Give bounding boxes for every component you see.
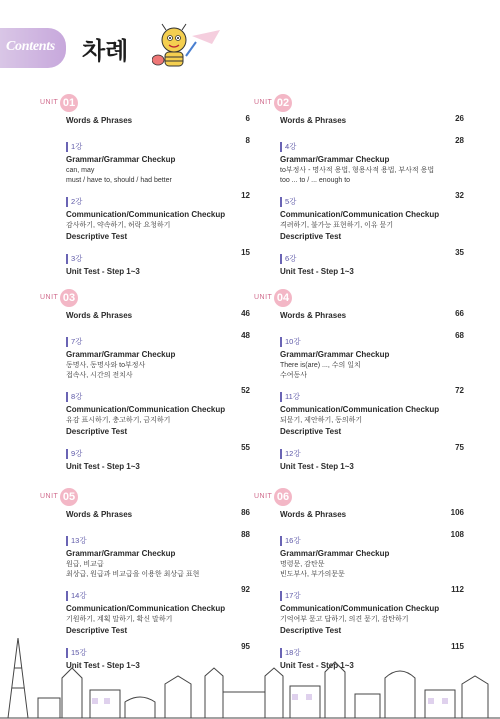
- lesson-topic: 원급, 비교급: [66, 561, 104, 568]
- lesson-topic: too ... to / ... enough to: [280, 177, 351, 184]
- lesson-topic: 감사하기, 약속하기, 허락 요청하기: [66, 222, 171, 229]
- words-phrases-row[interactable]: [66, 114, 250, 136]
- page-number: 86: [241, 508, 250, 517]
- unit-header: [40, 289, 100, 309]
- lesson-title: Communication/Communication Checkup: [280, 604, 440, 613]
- mascot-illustration: [152, 22, 222, 70]
- words-phrases-row[interactable]: [280, 508, 464, 530]
- page-number: 28: [455, 136, 464, 145]
- lesson-title: Communication/Communication Checkup: [66, 604, 226, 613]
- page-number: 66: [455, 309, 464, 318]
- lesson-number: 5강: [280, 197, 296, 207]
- descriptive-test-label: Descriptive Test: [66, 626, 128, 635]
- lesson-number: 16강: [280, 536, 301, 546]
- unit-entries: [66, 114, 250, 283]
- lesson-number: 18강: [280, 648, 301, 658]
- unit-word: UNIT: [40, 493, 59, 500]
- page-number: 68: [455, 331, 464, 340]
- lesson-number: 12강: [280, 449, 301, 459]
- page-number: 52: [241, 386, 250, 395]
- page-number: 115: [451, 642, 464, 651]
- page-number: 15: [241, 248, 250, 257]
- lesson-title: Unit Test - Step 1~3: [66, 462, 140, 471]
- unit-header: [254, 488, 314, 508]
- lesson-topic: 유감 표시하기, 충고하기, 금지하기: [66, 417, 171, 424]
- lesson-number: 8강: [66, 392, 82, 402]
- page-number: 12: [241, 191, 250, 200]
- page-number: 26: [455, 114, 464, 123]
- page-number: 95: [241, 642, 250, 651]
- unit-header: [40, 488, 100, 508]
- lesson-number: 13강: [66, 536, 87, 546]
- lesson-topic: 빈도부사, 부가의문문: [280, 571, 345, 578]
- lesson-title: Grammar/Grammar Checkup: [66, 549, 176, 558]
- lesson-number: 3강: [66, 254, 82, 264]
- city-skyline-illustration: [0, 628, 500, 719]
- unit-entries: [280, 309, 464, 478]
- unit-word: UNIT: [254, 493, 273, 500]
- lesson-number: 10강: [280, 337, 301, 347]
- page-number: 92: [241, 585, 250, 594]
- lesson-title: Grammar/Grammar Checkup: [280, 155, 390, 164]
- lesson-entry[interactable]: [280, 386, 464, 438]
- lesson-topic: 명령문, 감탄문: [280, 561, 325, 568]
- lesson-title: Grammar/Grammar Checkup: [280, 350, 390, 359]
- lesson-number: 17강: [280, 591, 301, 601]
- lesson-topic: can, may: [66, 167, 95, 174]
- lesson-number: 15강: [66, 648, 87, 658]
- unit-header: [254, 289, 314, 309]
- page-number: 108: [450, 530, 464, 539]
- lesson-title: Communication/Communication Checkup: [66, 405, 226, 414]
- unit-number-badge: 01: [60, 94, 78, 112]
- words-phrases-label: Words & Phrases: [280, 116, 347, 125]
- lesson-title: Unit Test - Step 1~3: [280, 267, 354, 276]
- lesson-entry[interactable]: [280, 136, 464, 186]
- words-phrases-label: Words & Phrases: [66, 510, 133, 519]
- lesson-entry[interactable]: [280, 443, 464, 473]
- page-number: 55: [241, 443, 250, 452]
- lesson-topic: 최상급, 원급과 비교급을 이용한 최상급 표현: [66, 571, 200, 578]
- lesson-number: 2강: [66, 197, 82, 207]
- lesson-title: Communication/Communication Checkup: [280, 210, 440, 219]
- descriptive-test-label: Descriptive Test: [280, 626, 342, 635]
- lesson-number: 1강: [66, 142, 82, 152]
- lesson-topic: 되묻기, 제안하기, 동의하기: [280, 417, 363, 424]
- words-phrases-row[interactable]: [280, 309, 464, 331]
- page-number: 32: [455, 191, 464, 200]
- unit-entries: [280, 114, 464, 283]
- page-title: 차례: [82, 37, 129, 65]
- page-number: 88: [241, 530, 250, 539]
- page-number: 6: [245, 114, 250, 123]
- lesson-entry[interactable]: [280, 530, 464, 580]
- lesson-topic: 접속사, 시간의 전치사: [66, 372, 133, 379]
- lesson-entry[interactable]: [280, 191, 464, 243]
- lesson-topic: must / have to, should / had better: [66, 177, 172, 184]
- page-number: 112: [451, 585, 464, 594]
- unit-number-badge: 04: [274, 289, 292, 307]
- lesson-number: 7강: [66, 337, 82, 347]
- lesson-number: 11강: [280, 392, 300, 402]
- lesson-topic: There is(are) ..., 수의 일치: [280, 362, 361, 369]
- lesson-entry[interactable]: [66, 136, 250, 186]
- unit-header: [40, 94, 100, 114]
- descriptive-test-label: Descriptive Test: [66, 232, 128, 241]
- lesson-entry[interactable]: [66, 386, 250, 438]
- words-phrases-row[interactable]: [66, 508, 250, 530]
- lesson-number: 6강: [280, 254, 296, 264]
- unit-number-badge: 03: [60, 289, 78, 307]
- lesson-entry[interactable]: [66, 248, 250, 278]
- lesson-entry[interactable]: [280, 248, 464, 278]
- lesson-entry[interactable]: [66, 530, 250, 580]
- lesson-title: Unit Test - Step 1~3: [66, 267, 140, 276]
- lesson-title: Unit Test - Step 1~3: [280, 661, 354, 670]
- contents-tab-label: Contents: [6, 39, 55, 54]
- lesson-number: 9강: [66, 449, 82, 459]
- page-number: 35: [455, 248, 464, 257]
- descriptive-test-label: Descriptive Test: [280, 232, 342, 241]
- lesson-entry[interactable]: [66, 443, 250, 473]
- lesson-topic: 격려하기, 불가능 표현하기, 이유 묻기: [280, 222, 394, 229]
- lesson-number: 4강: [280, 142, 296, 152]
- unit-number-badge: 05: [60, 488, 78, 506]
- page-number: 8: [245, 136, 250, 145]
- unit-entries: [66, 309, 250, 478]
- descriptive-test-label: Descriptive Test: [280, 427, 342, 436]
- lesson-entry[interactable]: [280, 331, 464, 381]
- unit-word: UNIT: [40, 294, 59, 301]
- unit-word: UNIT: [254, 99, 273, 106]
- lesson-entry[interactable]: [66, 331, 250, 381]
- words-phrases-label: Words & Phrases: [280, 510, 347, 519]
- unit-word: UNIT: [254, 294, 273, 301]
- lesson-title: Grammar/Grammar Checkup: [66, 350, 176, 359]
- lesson-title: Communication/Communication Checkup: [66, 210, 226, 219]
- unit-number-badge: 06: [274, 488, 292, 506]
- lesson-topic: 동명사, 동명사와 to부정사: [66, 362, 146, 369]
- unit-number-badge: 02: [274, 94, 292, 112]
- page-number: 48: [241, 331, 250, 340]
- words-phrases-label: Words & Phrases: [66, 311, 133, 320]
- words-phrases-label: Words & Phrases: [66, 116, 133, 125]
- lesson-topic: 기원하기, 계획 말하기, 확신 말하기: [66, 616, 173, 623]
- lesson-title: Unit Test - Step 1~3: [280, 462, 354, 471]
- lesson-topic: 기억여부 묻고 답하기, 의견 묻기, 감탄하기: [280, 616, 409, 623]
- words-phrases-label: Words & Phrases: [280, 311, 347, 320]
- lesson-title: Communication/Communication Checkup: [280, 405, 440, 414]
- descriptive-test-label: Descriptive Test: [66, 427, 128, 436]
- lesson-topic: 수여동사: [280, 372, 308, 379]
- lesson-number: 14강: [66, 591, 87, 601]
- page-number: 46: [241, 309, 250, 318]
- lesson-title: Grammar/Grammar Checkup: [280, 549, 390, 558]
- words-phrases-row[interactable]: [66, 309, 250, 331]
- page-number: 75: [455, 443, 464, 452]
- contents-tab: [0, 28, 66, 68]
- words-phrases-row[interactable]: [280, 114, 464, 136]
- unit-word: UNIT: [40, 99, 59, 106]
- lesson-topic: to부정사 - 명사적 용법, 형용사적 용법, 부사적 용법: [280, 167, 435, 174]
- lesson-title: Grammar/Grammar Checkup: [66, 155, 176, 164]
- lesson-title: Unit Test - Step 1~3: [66, 661, 140, 670]
- lesson-entry[interactable]: [66, 191, 250, 243]
- page-number: 72: [455, 386, 464, 395]
- page-number: 106: [450, 508, 464, 517]
- unit-header: [254, 94, 314, 114]
